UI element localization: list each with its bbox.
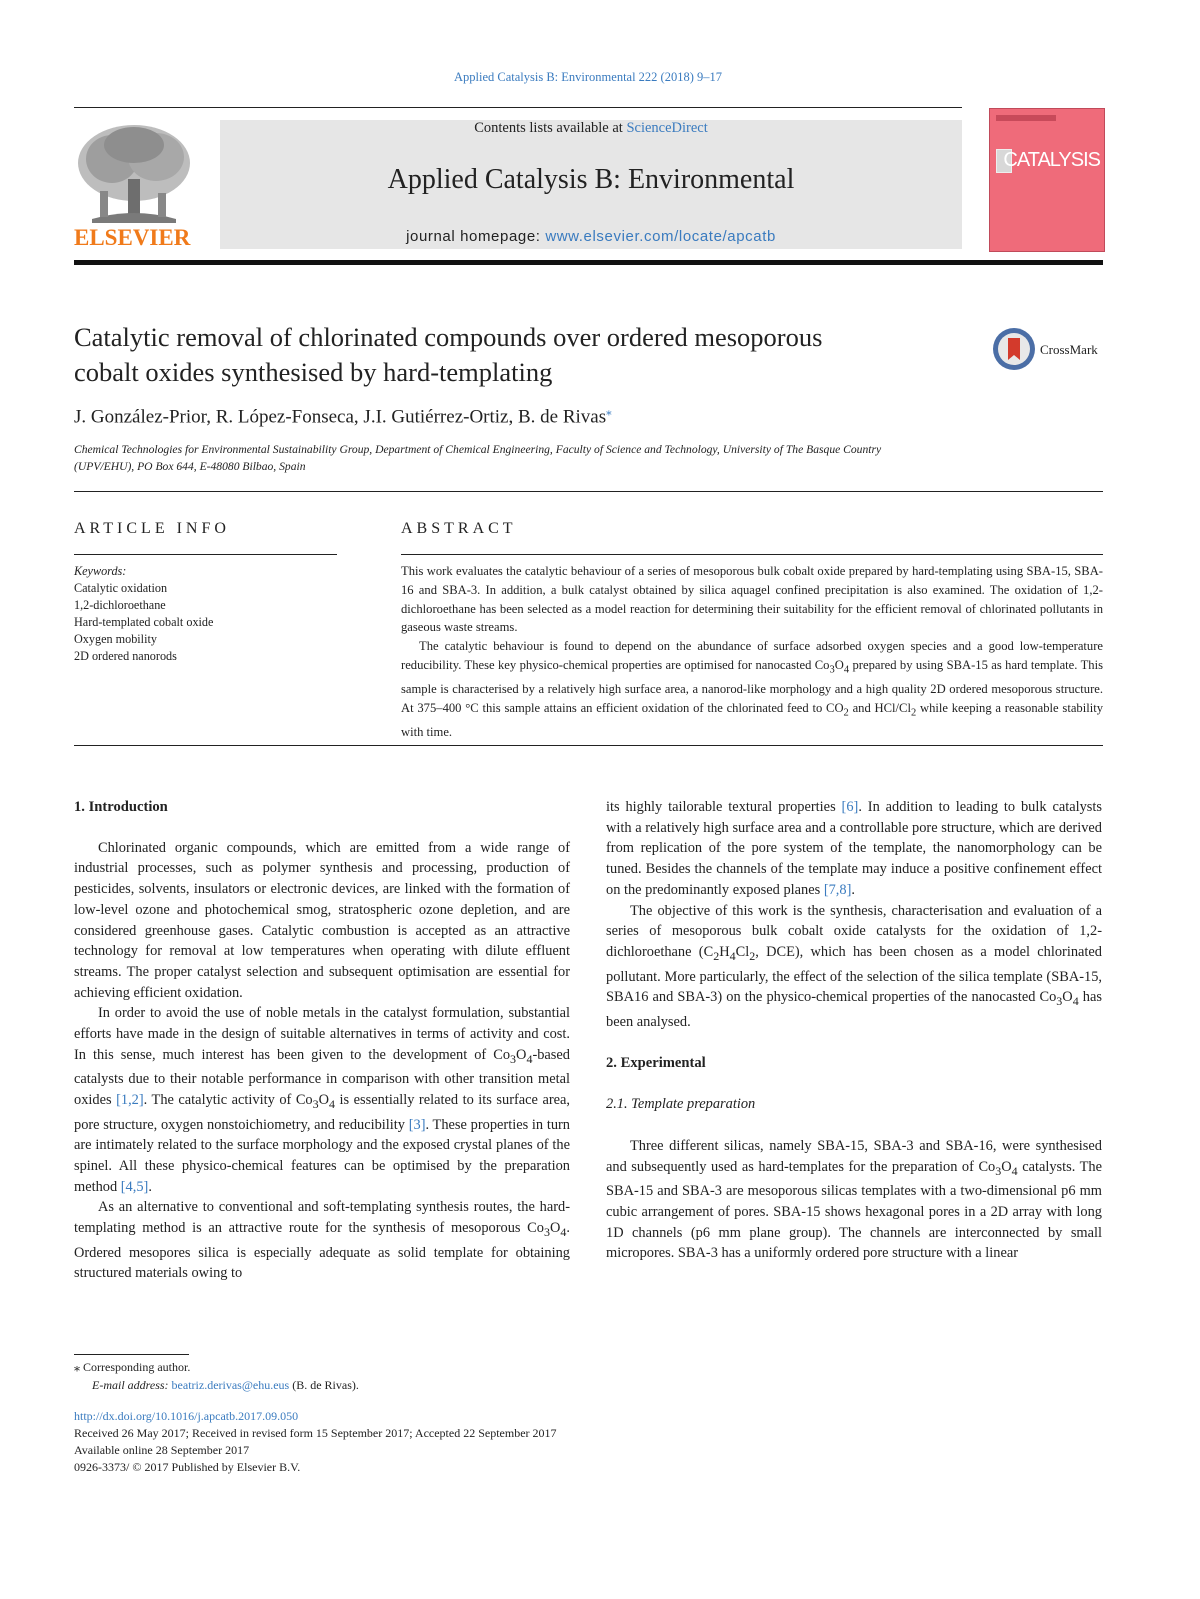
chem-text: H (719, 943, 730, 960)
subscript: 4 (329, 1096, 336, 1111)
body-text: has been analysed. (606, 989, 1102, 1030)
body-text: catalysts. The SBA-15 and SBA-3 are mesoporous silicas templates with a two-dimensional p6 mm cubic arrangement of pores. SBA-15 shows hexagonal pores in a 2D array with long 1D channels (p6 mm plane group). The channels are interconnected by small micropores. SBA-3 has a uniformly ordered pore structure with a linear (606, 1158, 1102, 1262)
body-paragraph: Chlorinated organic compounds, which are emitted from a wide range of industrial processes, such as polymer synthesis and processing, production of pesticides, solvents, insulators or electronic devices, are linked with the formation of low-level ozone and photochemical smog, stratospheric ozone depletion, and are considered greenhouse gases. Catalytic combustion is accepted as an attractive technology for removal at low temperatures when operating with dilute effluent streams. The proper catalyst selection and subsequent optimisation are essential for achieving efficient oxidation. (74, 839, 570, 1001)
citation-link[interactable]: [7,8] (823, 881, 852, 898)
body-text: . Ordered mesopores silica is especially adequate as solid template for obtaining structured materials owing to (74, 1220, 570, 1282)
affiliation-line: Chemical Technologies for Environmental Sustainability Group, Department of Chemical Engineering, Faculty of Science and Technology, University of The Basque Country (74, 443, 882, 456)
section-heading-experimental: 2. Experimental (606, 1055, 706, 1072)
body-text: its highly tailorable textural properties (606, 799, 842, 815)
available-online: Available online 28 September 2017 (74, 1443, 250, 1457)
affiliation-line: (UPV/EHU), PO Box 644, E-48080 Bilbao, Spain (74, 460, 306, 473)
body-text: In order to avoid the use of noble metals in the catalyst formulation, substantial efforts have made in the design of suitable alternatives in terms of activity and cost. In this sense, much interest has been given to the development of Co (74, 1005, 570, 1063)
body-text: As an alternative to conventional and soft-templating synthesis routes, the hard-templating method is an attractive route for the synthesis of mesoporous Co (74, 1199, 570, 1237)
keyword-item: 2D ordered nanorods (74, 649, 177, 663)
subscript: 3 (312, 1096, 319, 1111)
journal-reference[interactable]: Applied Catalysis B: Environmental 222 (2018) 9–17 (453, 70, 723, 84)
chem-text: O (318, 1092, 330, 1109)
authors-text: J. González-Prior, R. López-Fonseca, J.I. Gutiérrez-Ortiz, B. de Rivas (74, 406, 607, 428)
article-title (74, 320, 944, 390)
body-text: Three different silicas, namely SBA-15, SBA-3 and SBA-16, were synthesised and subsequently used as hard-templates for the preparation of Co (606, 1137, 1102, 1175)
article-info-heading: ARTICLE INFO (74, 520, 230, 537)
header-thick-rule (74, 260, 1103, 265)
subscript: 2 (910, 707, 917, 719)
section-rule (74, 745, 1103, 746)
homepage-prefix: journal homepage: (406, 228, 546, 245)
keywords-label: Keywords: (74, 564, 127, 578)
subscript: 3 (543, 1224, 550, 1239)
homepage-line (220, 228, 962, 245)
body-text: . The catalytic activity of Co (143, 1092, 313, 1109)
received-dates: Received 26 May 2017; Received in revised form 15 September 2017; Accepted 22 September 2017 (74, 1426, 557, 1440)
footnote-text: Corresponding author. (80, 1360, 191, 1374)
subscript: 4 (1072, 994, 1079, 1009)
email-link[interactable]: beatriz.derivas@ehu.eus (171, 1378, 290, 1392)
keywords-block (74, 563, 334, 665)
abstract-paragraph: This work evaluates the catalytic behaviour of a series of mesoporous bulk cobalt oxide prepared by hard-templating using SBA-15, SBA-16 and SBA-3. In addition, a bulk catalyst obtained by silica aquagel confined precipitation is also examined. The oxidation of 1,2-dichloroethane has been selected as a model reaction for determining their suitability for the efficient removal of chlorinated pollutants in gaseous waste streams. (401, 564, 1103, 635)
body-text: . (148, 1178, 152, 1195)
section-heading-introduction: 1. Introduction (74, 799, 168, 815)
footnotes (74, 1358, 359, 1394)
body-text: , DCE), which has been chosen as a model chlorinated pollutant. More particularly, the effect of the selection of the silica template (SBA-15, SBA16 and SBA-3) on the physico-chemical properties of the nanocasted Co (606, 943, 1103, 1006)
subsection-heading-template: 2.1. Template preparation (606, 1096, 756, 1113)
chem-text: Cl (735, 943, 750, 960)
article-title-line: Catalytic removal of chlorinated compounds over ordered mesoporous (74, 322, 823, 352)
contents-line (220, 120, 962, 137)
body-paragraph (606, 797, 1102, 901)
corresponding-author-mark[interactable]: ⁎ (606, 406, 612, 418)
article-title-line: cobalt oxides synthesised by hard-templating (74, 357, 553, 387)
keyword-item: Hard-templated cobalt oxide (74, 615, 214, 629)
publication-info (74, 1408, 557, 1476)
citation-link[interactable]: [4,5] (120, 1178, 149, 1195)
chem-text: O (1062, 989, 1073, 1006)
body-paragraph (74, 1003, 570, 1197)
body-paragraph (606, 901, 1102, 1033)
chem-text: O (516, 1046, 527, 1063)
journal-title: Applied Catalysis B: Environmental (387, 164, 795, 195)
body-paragraph (606, 1136, 1102, 1264)
body-text: . In addition to leading to bulk catalysts with a relatively high surface area and a controllable pore structure, which are derived from replication of the pore system of the template, the nanomorphology can be tuned. Besides the channels of the template may induce a positive confinement effect on the predominantly exposed planes (606, 799, 1102, 898)
subscript: 4 (729, 948, 736, 963)
citation-link[interactable]: [6] (841, 799, 859, 815)
footnote-rule (74, 1354, 189, 1355)
email-label: E-mail address: (92, 1378, 172, 1392)
contents-prefix: Contents lists available at (474, 120, 627, 136)
keyword-item: 1,2-dichloroethane (74, 598, 166, 612)
body-text: -based catalysts due to their notable performance in comparison with other transition metal oxides (74, 1046, 570, 1109)
subscript: 2 (713, 948, 720, 963)
footnote-corresponding (74, 1358, 359, 1376)
subscript: 3 (995, 1163, 1002, 1178)
subscript: 3 (1056, 994, 1063, 1009)
body-text: . (851, 881, 855, 898)
article-info-rule (74, 554, 337, 555)
sciencedirect-link[interactable]: ScienceDirect (626, 120, 708, 136)
elsevier-wordmark: ELSEVIER (74, 225, 191, 250)
author-list (74, 405, 612, 428)
keyword-item: Oxygen mobility (74, 632, 157, 646)
body-column-left (74, 797, 570, 1284)
email-suffix: (B. de Rivas). (289, 1378, 359, 1392)
subscript: 3 (510, 1051, 517, 1066)
body-column-right (606, 797, 1102, 1264)
abstract-text: and HCl/Cl (848, 701, 911, 716)
body-text: is essentially related to its surface area, pore structure, oxygen nonstoichiometry, and reducibility (74, 1092, 571, 1133)
abstract-paragraph (401, 637, 1103, 742)
body-text: . These properties in turn are intimately related to the surface morphology and the exposed crystal planes of the spinel. All these physico-chemical features can be optimised by the preparation method (74, 1116, 570, 1195)
abstract-body (401, 562, 1103, 742)
chem-text: O (1001, 1158, 1012, 1175)
subscript: 4 (560, 1224, 567, 1239)
abstract-text: prepared by using SBA-15 as hard template. This sample is characterised by a relatively high surface area, a nanorod-like morphology and a high quality 2D ordered mesoporous structure. At 375–400 °C this sample attains an efficient oxidation of the chlorinated feed to CO (401, 657, 1103, 716)
abstract-heading: ABSTRACT (401, 520, 517, 537)
cover-strip (996, 115, 1056, 121)
body-paragraph (74, 1197, 570, 1284)
header-rule (74, 107, 962, 108)
abstract-text: while keeping a reasonable stability with time. (401, 701, 1103, 740)
subscript: 4 (1011, 1163, 1018, 1178)
journal-cover-thumbnail[interactable] (989, 108, 1105, 252)
copyright: 0926-3373/ © 2017 Published by Elsevier B.V. (74, 1460, 301, 1474)
subscript: 2 (843, 707, 849, 719)
citation-link[interactable]: [1,2] (116, 1092, 144, 1109)
keyword-item: Catalytic oxidation (74, 581, 168, 595)
subscript: 4 (843, 664, 850, 676)
footnote-email (74, 1376, 359, 1394)
chem-text: O (834, 657, 844, 672)
abstract-rule (401, 554, 1103, 555)
citation-link[interactable]: [3] (408, 1116, 426, 1133)
chem-text: O (549, 1220, 561, 1237)
subscript: 2 (749, 948, 756, 963)
cover-title: CATALYSIS (1003, 149, 1100, 171)
section-rule (74, 491, 1103, 492)
doi-link[interactable]: http://dx.doi.org/10.1016/j.apcatb.2017.09.050 (74, 1409, 299, 1423)
footnote-mark: ⁎ (74, 1360, 80, 1374)
body-text: The objective of this work is the synthesis, characterisation and evaluation of a series of mesoporous bulk cobalt oxide catalysts for the oxidation of 1,2-dichloroethane (C (606, 902, 1102, 960)
homepage-link[interactable]: www.elsevier.com/locate/apcatb (545, 228, 776, 245)
crossmark-label[interactable]: CrossMark (1040, 342, 1098, 357)
abstract-text: The catalytic behaviour is found to depend on the abundance of surface adsorbed oxygen species and a good low-temperature reducibility. These key physico-chemical properties are optimised for nanocasted Co (401, 639, 1103, 672)
affiliation (74, 441, 1084, 475)
subscript: 3 (829, 664, 835, 676)
subscript: 4 (526, 1051, 533, 1066)
